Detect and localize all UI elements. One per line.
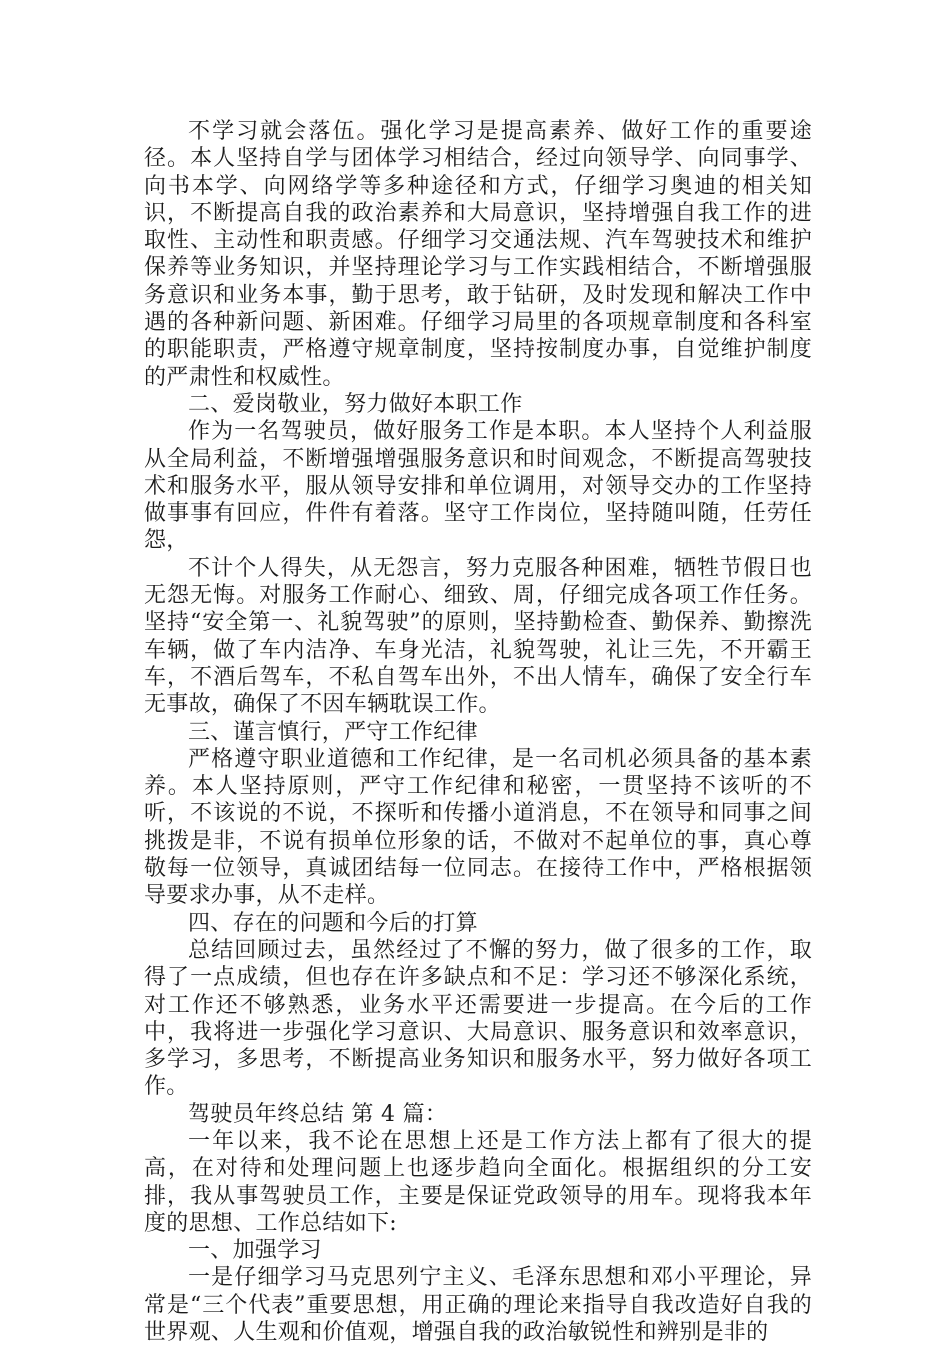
paragraph-theory: 一是仔细学习马克思列宁主义、毛泽东思想和邓小平理论，异常是“三个代表”重要思想，用正确的理论来指导自我改造好自我的世界观、人生观和价值观，增强自我的政治敏锐性和辨别是非的 [144, 1265, 812, 1346]
section-heading-2: 二、爱岗敬业，努力做好本职工作 [188, 391, 523, 417]
section-heading-1: 一、加强学习 [188, 1238, 322, 1264]
paragraph-summary: 总结回顾过去，虽然经过了不懈的努力，做了很多的工作，取得了一点成绩，但也存在许多缺点和不足：学习还不够深化系统，对工作还不够熟悉，业务水平还需要进一步提高。在今后的工作中，我将进一步强化学习意识、大局意识、服务意识和效率意识，多学习，多思考，不断提高业务知识和服务水平，努力做好各项工作。 [144, 937, 812, 1100]
paragraph-discipline: 严格遵守职业道德和工作纪律，是一名司机必须具备的基本素养。本人坚持原则，严守工作纪律和秘密，一贯坚持不该听的不听，不该说的不说，不探听和传播小道消息，不在领导和同事之间挑拨是非，不说有损单位形象的话，不做对不起单位的事，真心尊敬每一位领导，真诚团结每一位同志。在接待工作中，严格根据领导要求办事，从不走样。 [144, 746, 812, 909]
section-heading-3: 三、谨言慎行，严守工作纪律 [188, 719, 478, 745]
section-heading-4: 四、存在的问题和今后的打算 [188, 910, 478, 936]
document-body [144, 118, 812, 1346]
paragraph-dedication: 不计个人得失，从无怨言，努力克服各种困难，牺牲节假日也无怨无悔。对服务工作耐心、细致、周，仔细完成各项工作任务。坚持“安全第一、礼貌驾驶”的原则，坚持勤检查、勤保养、勤擦洗车辆，做了车内洁净、车身光洁，礼貌驾驶，礼让三先，不开霸王车，不酒后驾车，不私自驾车出外，不出人情车，确保了安全行车无事故，确保了不因车辆耽误工作。 [144, 555, 812, 718]
paragraph-intro: 一年以来，我不论在思想上还是工作方法上都有了很大的提高，在对待和处理问题上也逐步趋向全面化。根据组织的分工安排，我从事驾驶员工作，主要是保证党政领导的用车。现将我本年度的思想、工作总结如下: [144, 1128, 812, 1236]
article-title-4: 驾驶员年终总结 第 4 篇： [188, 1101, 448, 1127]
paragraph-study: 不学习就会落伍。强化学习是提高素养、做好工作的重要途径。本人坚持自学与团体学习相结合，经过向领导学、向同事学、向书本学、向网络学等多种途径和方式，仔细学习奥迪的相关知识，不断提高自我的政治素养和大局意识，坚持增强自我工作的进取性、主动性和职责感。仔细学习交通法规、汽车驾驶技术和维护保养等业务知识，并坚持理论学习与工作实践相结合，不断增强服务意识和业务本事，勤于思考，敢于钻研，及时发现和解决工作中遇的各种新问题、新困难。仔细学习局里的各项规章制度和各科室的职能职责，严格遵守规章制度，坚持按制度办事，自觉维护制度的严肃性和权威性。 [144, 119, 812, 390]
paragraph-duty: 作为一名驾驶员，做好服务工作是本职。本人坚持个人利益服从全局利益，不断增强增强服务意识和时间观念，不断提高驾驶技术和服务水平，服从领导安排和单位调用，对领导交办的工作坚持做事事有回应，件件有着落。坚守工作岗位，坚持随叫随，任劳任怨， [144, 419, 812, 554]
